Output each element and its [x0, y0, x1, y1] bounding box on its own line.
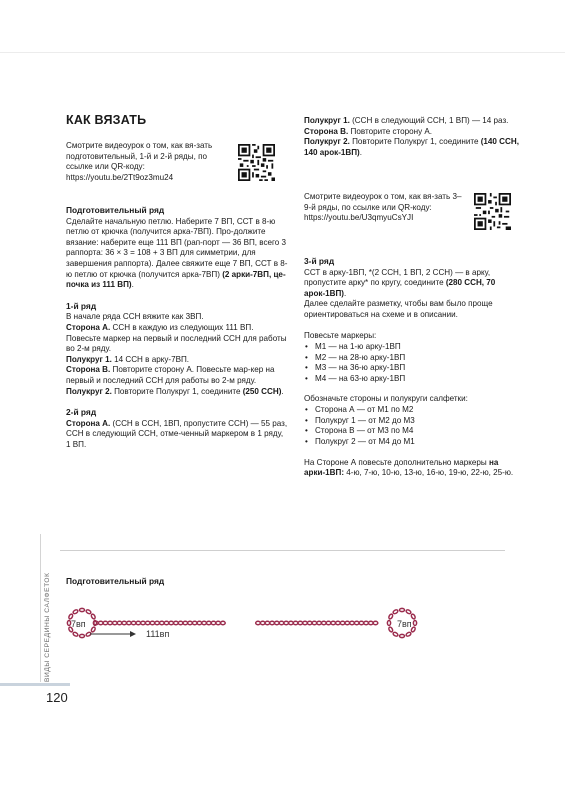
chain-stitch: [91, 614, 96, 620]
chain-stitch: [169, 621, 174, 624]
chain-stitch: [317, 621, 322, 624]
list-item: • М3 — на 36-ю арку-1ВП: [304, 363, 526, 374]
qr-code-1[interactable]: [238, 144, 275, 181]
right-column-top: [304, 116, 526, 164]
chain-stitch: [103, 621, 108, 624]
row2-heading: 2-й ряд: [66, 407, 97, 418]
row2-side-a-label: Сторона А.: [66, 418, 111, 428]
chain-stitch: [188, 621, 193, 624]
left-arch-label: 7вп: [71, 619, 86, 629]
row1-half2-text: Повторите Полукруг 1, соедините: [111, 386, 243, 396]
chain-stitch: [141, 621, 146, 624]
chain-stitch: [388, 627, 393, 633]
chain-stitch: [303, 621, 308, 624]
extra-markers-bold: на арки-1ВП:: [304, 457, 499, 478]
row1-heading: 1-й ряд: [66, 300, 97, 311]
page-title: КАК ВЯЗАТЬ: [66, 113, 147, 127]
page-top-band: [0, 0, 565, 53]
chain-stitch: [326, 621, 331, 624]
chain-stitch: [322, 621, 327, 624]
row1-section: [66, 301, 288, 397]
chain-stitch: [413, 621, 416, 626]
row3-heading: 3-й ряд: [304, 256, 335, 266]
qr-code-icon: [238, 144, 275, 181]
chain-stitch: [73, 632, 79, 637]
chain-stitch: [350, 621, 355, 624]
chain-stitch: [127, 621, 132, 624]
markers-list: [304, 342, 526, 384]
chain-stitch: [336, 621, 341, 624]
chain-stitch: [331, 621, 336, 624]
row1-half1-text: 14 ССН в арку-7ВП.: [111, 354, 190, 364]
extra-markers: [304, 458, 526, 479]
row3-note: Далее сделайте разметку, чтобы вам было проще ориентироваться на схеме и в описании.: [304, 299, 493, 319]
chain-stitch: [400, 634, 405, 637]
row3-result: (280 ССН, 70 арок-1ВП): [304, 278, 496, 298]
chain-stitch: [136, 621, 141, 624]
row2-section: [66, 407, 288, 450]
chain-stitch: [298, 621, 303, 624]
chain-stitch: [256, 621, 261, 624]
chain-stitch: [373, 621, 378, 624]
row2-half2-result: (140 ССН, 140 арок-1ВП): [304, 137, 519, 157]
chain-stitch: [293, 621, 298, 624]
row1-side-a-text: ССН в каждую из следующих 111 ВП. Повесьте маркер на первый и последний ССН для работы во 2-м ряду.: [66, 322, 287, 354]
chain-stitch: [211, 621, 216, 624]
left-column: [66, 141, 226, 199]
chain-diagram-svg: [60, 596, 520, 652]
chain-stitch: [80, 634, 85, 637]
chain-stitch: [178, 621, 183, 624]
row2-side-a-text: (ССН в ССН, 1ВП, пропустите ССН) — 55 раз, ССН в следующий ССН, отме-ченный маркером в 1 ряду, 1 ВП.: [66, 418, 288, 449]
chain-stitch: [73, 609, 79, 614]
section-divider: [60, 550, 505, 551]
chain-stitch: [174, 621, 179, 624]
row2-half2-end: .: [359, 147, 362, 157]
row1-half2-label: Полукруг 2.: [66, 386, 112, 396]
row2-side-b-text: Повторите сторону А.: [348, 126, 433, 136]
chain-diagram: [60, 596, 520, 652]
chain-stitch: [93, 621, 96, 626]
row1-side-b-label: Сторона В.: [66, 365, 111, 375]
chain-stitch: [265, 621, 270, 624]
chain-stitch: [207, 621, 212, 624]
chain-stitch: [388, 614, 393, 620]
extra-markers-text: На Стороне А повесьте дополнительно маркеры: [304, 457, 489, 467]
prep-row-text: Сделайте начальную петлю. Наберите 7 ВП, ССТ в 8-ю петлю от крючка (получится арка-7ВП). Про-должите вязание: наберите еще 111 ВП (рап-порт — 36 ВП, всего 3 раппорта: 36 × 3 = 108 + 3 ВП для симметрии, для завершения раппорта). Далее свяжите еще 7 ВП, ССТ в 8-ю петлю от крючка (получится арка-7ВП): [66, 216, 288, 279]
list-item: • Полукруг 1 — от М2 до М3: [304, 416, 526, 427]
chain-stitch: [270, 621, 275, 624]
row2-half2-label: Полукруг 2.: [304, 137, 350, 147]
right-column-body: [304, 256, 526, 485]
page-number: 120: [46, 690, 68, 705]
sidebar-section-title: ВИДЫ СЕРЕДИНЫ САЛФЕТОК: [44, 572, 51, 682]
chain-stitch: [260, 621, 265, 624]
chain-stitch: [364, 621, 369, 624]
row1-side-b-text: Повторите сторону А. Повесьте мар-кер на первый и последний ССН для работы во 2-м ряду.: [66, 365, 275, 385]
chain-stitch: [289, 621, 294, 624]
prep-row-result: (2 арки-7ВП, це-почка из 111 ВП): [66, 269, 286, 290]
row1-side-a-label: Сторона А.: [66, 322, 111, 332]
extra-markers-end: 4-ю, 7-ю, 10-ю, 13-ю, 16-ю, 19-ю, 22-ю, 25-ю.: [344, 468, 514, 478]
chain-count-label: 111вп: [146, 629, 170, 639]
sides-intro: Обозначьте стороны и полукруги салфетки:: [304, 393, 468, 403]
chain-stitch: [406, 609, 412, 614]
video-note-2: Смотрите видеоурок о том, как вя-зать 3–9-й ряды, по ссылке или QR-коду: https://youtu.be/U3qmyuCsYJI: [304, 192, 462, 223]
chain-stitch: [183, 621, 188, 624]
chain-stitch: [113, 621, 118, 624]
chain-stitch: [160, 621, 165, 624]
chain-stitch: [117, 621, 122, 624]
row1-intro: В начале ряда ССН вяжите как 3ВП.: [66, 312, 204, 322]
chain-stitches-left: [94, 621, 226, 624]
page-number-bar: [0, 683, 70, 686]
row2-half1-label: Полукруг 1.: [304, 116, 350, 125]
chain-stitch: [131, 621, 136, 624]
arrow-head-icon: [130, 631, 136, 637]
chain-stitch: [387, 621, 390, 626]
row1-half2-end: .: [281, 386, 284, 396]
row3-text: ССТ в арку-1ВП, *(2 ССН, 1 ВП, 2 ССН) — в арку, пропустите арку* по кругу, соедините: [304, 267, 491, 288]
chain-stitch: [192, 621, 197, 624]
video-note-2-block: [304, 192, 462, 230]
chain-stitch: [393, 609, 399, 614]
chain-stitch: [164, 621, 169, 624]
prep-row-end: .: [131, 280, 134, 290]
prep-row-section: [66, 205, 288, 291]
chain-stitch: [275, 621, 280, 624]
diagram-heading: Подготовительный ряд: [66, 576, 165, 586]
prep-row-heading: Подготовительный ряд: [66, 205, 165, 215]
chain-stitch: [202, 621, 207, 624]
chain-stitch: [91, 627, 96, 633]
row1-half2-result: (250 ССН): [242, 386, 282, 396]
row2-side-b-label: Сторона В.: [304, 126, 349, 136]
list-item: • М1 — на 1-ю арку-1ВП: [304, 342, 526, 353]
right-arch-label: 7вп: [397, 619, 412, 629]
chain-stitch: [150, 621, 155, 624]
chain-stitch: [221, 621, 226, 624]
chain-stitch: [406, 632, 412, 637]
sidebar-rule: [40, 534, 41, 682]
list-item: • Полукруг 2 — от М4 до М1: [304, 437, 526, 448]
chain-stitch: [359, 621, 364, 624]
chain-stitch: [155, 621, 160, 624]
chain-stitch: [345, 621, 350, 624]
chain-stitch: [279, 621, 284, 624]
chain-stitch: [284, 621, 289, 624]
row1-half1-label: Полукруг 1.: [66, 354, 112, 364]
list-item: • М4 — на 63-ю арку-1ВП: [304, 374, 526, 385]
chain-stitch: [369, 621, 374, 624]
video-note-1: Смотрите видеоурок о том, как вя-зать подготовительный, 1-й и 2-й ряды, по ссылке или QR-коду: https://youtu.be/2Tt9oz3mu24: [66, 141, 213, 182]
chain-stitches-right: [256, 621, 378, 624]
markers-intro: Повесьте маркеры:: [304, 330, 377, 340]
sides-list: [304, 405, 526, 447]
row2-half2-text: Повторите Полукруг 1, соедините: [349, 137, 481, 147]
list-item: • Сторона А — от М1 по М2: [304, 405, 526, 416]
chain-stitch: [122, 621, 127, 624]
list-item: • Сторона В — от М3 по М4: [304, 426, 526, 437]
chain-stitch: [145, 621, 150, 624]
list-item: • М2 — на 28-ю арку-1ВП: [304, 353, 526, 364]
row3-section: [304, 256, 526, 321]
chain-stitch: [307, 621, 312, 624]
chain-stitch: [216, 621, 221, 624]
qr-code-icon: [474, 193, 511, 230]
chain-stitch: [86, 609, 92, 614]
chain-stitch: [80, 608, 85, 611]
row2-continued: [304, 116, 526, 158]
chain-stitch: [393, 632, 399, 637]
chain-stitch: [312, 621, 317, 624]
chain-stitch: [98, 621, 103, 624]
chain-stitch: [340, 621, 345, 624]
chain-stitch: [354, 621, 359, 624]
row2-half1-text: (ССН в следующий ССН, 1 ВП) — 14 раз.: [349, 116, 509, 125]
row3-end: .: [344, 288, 347, 298]
qr-code-2[interactable]: [474, 193, 511, 230]
left-column-body: [66, 205, 288, 456]
chain-stitch: [400, 608, 405, 611]
chain-stitch: [197, 621, 202, 624]
chain-stitch: [108, 621, 113, 624]
